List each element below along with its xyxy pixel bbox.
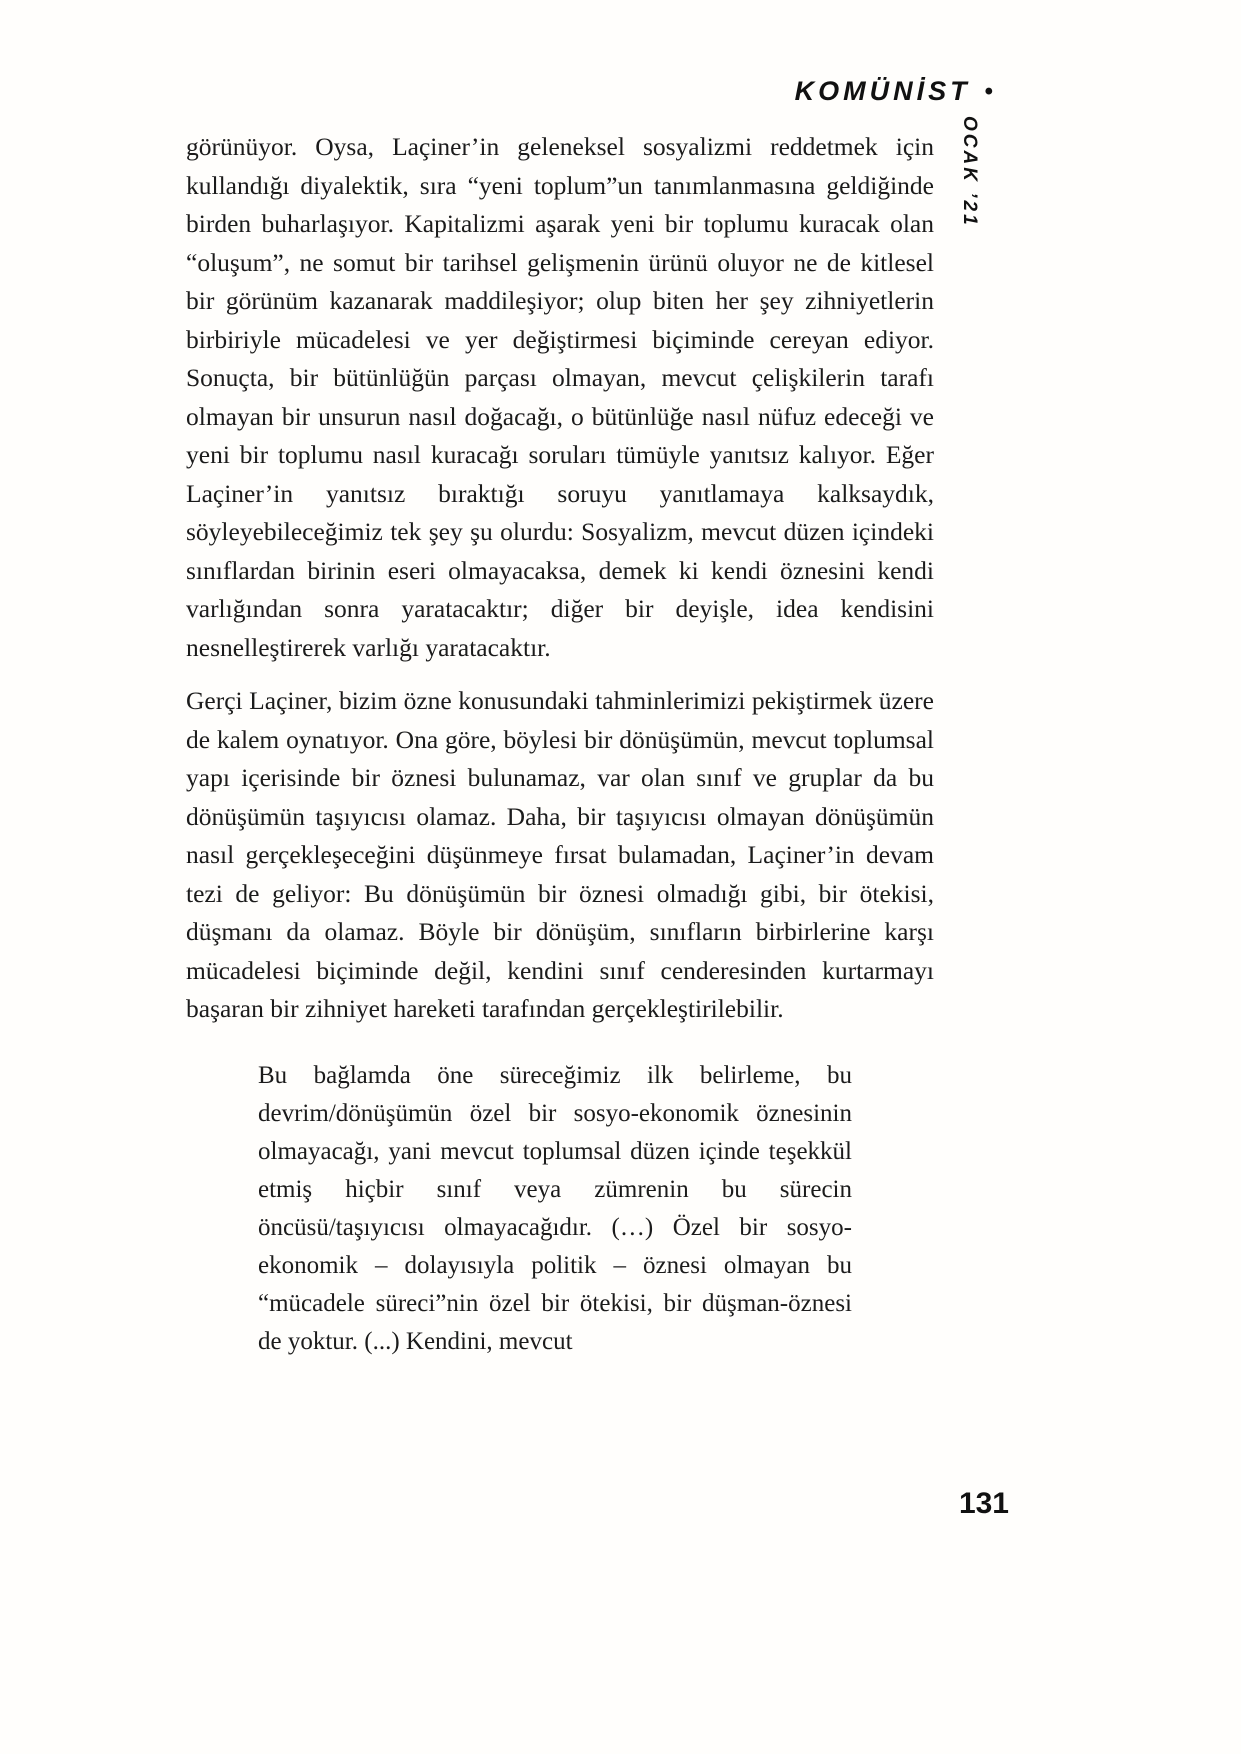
paragraph-2: Gerçi Laçiner, bizim özne konusundaki tahminlerimizi pekiştirmek üzere de kalem oynatıyor. Ona göre, böylesi bir dönüşümün, mevcut toplumsal yapı içerisinde bir öznesi bulunamaz, var olan sınıf ve gruplar da bu dönüşümün taşıyıcısı olamaz. Daha, bir taşıyıcısı olmayan dönüşümün nasıl gerçekleşeceğini düşünmeye fırsat bulamadan, Laçiner’in devam tezi de geliyor: Bu dönüşümün bir öznesi olmadığı gibi, bir ötekisi, düşmanı da olamaz. Böyle bir dönüşüm, sınıfların birbirlerine karşı mücadelesi biçiminde değil, kendini sınıf cenderesinden kurtarmayı başaran bir zihniyet hareketi tarafından gerçekleştirilebilir.	[186, 686, 934, 1023]
block-quote: Bu bağlamda öne süreceğimiz ilk belirleme, bu devrim/dönüşümün özel bir sosyo-ekonomik öznesinin olmayacağı, yani mevcut toplumsal düzen içinde teşekkül etmiş hiçbir sınıf veya zümrenin bu sürecin öncüsü/taşıyıcısı olmayacağıdır. (…) Özel bir sosyo-ekonomik – dolayısıyla politik – öznesi olmayan bu “mücadele süreci”nin özel bir ötekisi, bir düşman-öznesi de yoktur. (...) Kendini, mevcut	[258, 1061, 852, 1355]
page-header	[795, 76, 993, 107]
issue-label: OCAK ’21	[959, 116, 980, 228]
paragraph-1: görünüyor. Oysa, Laçiner’in geleneksel sosyalizmi reddetmek için kullandığı diyalektik, sıra “yeni toplum”un tanımlanmasına geldiğinde birden buharlaşıyor. Kapitalizmi aşarak yeni bir toplumu kuracak olan “oluşum”, ne somut bir tarihsel gelişmenin ürünü oluyor ne de kitlesel bir görünüm kazanarak maddileşiyor; olup biten her şey zihniyetlerin birbiriyle mücadelesi ve yer değiştirmesi biçiminde cereyan ediyor. Sonuçta, bir bütünlüğün parçası olmayan, mevcut çelişkilerin tarafı olmayan bir unsurun nasıl doğacağı, o bütünlüğe nasıl nüfuz edeceği ve yeni bir toplumu nasıl kuracağı soruları tümüyle yanıtsız kalıyor. Eğer Laçiner’in yanıtsız bıraktığı soruyu yanıtlamaya kalksaydık, söyleyebileceğimiz tek şey şu olurdu: Sosyalizm, mevcut düzen içindeki sınıflardan birinin eseri olmayacaksa, demek ki kendi öznesini kendi varlığından sonra yaratacaktır; diğer bir deyişle, idea kendisini nesnelleştirerek varlığı yaratacaktır.	[186, 132, 934, 662]
journal-title: KOMÜNİST	[794, 76, 971, 106]
page-number: 131	[958, 1487, 1009, 1520]
header-bullet: •	[984, 77, 993, 105]
body-text	[186, 128, 934, 1361]
